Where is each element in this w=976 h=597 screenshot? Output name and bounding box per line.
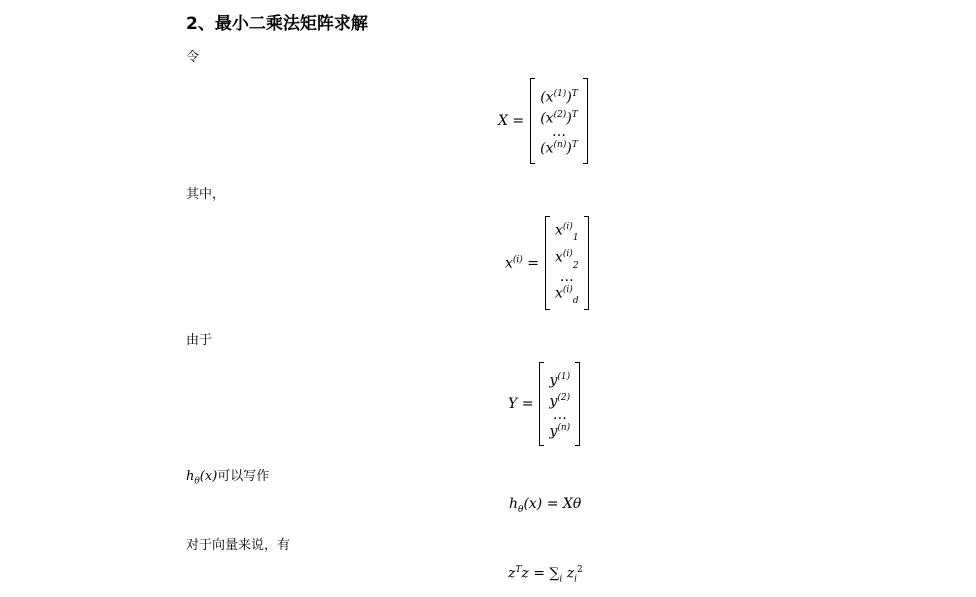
matrix-y-row-n: $y^{(n)}$ [549,422,571,440]
paragraph-where: 其中， [186,187,226,202]
paragraph-h-can-write: $h_\theta(x)$可以写作 [186,469,270,487]
equation-y-vector [508,362,580,446]
matrix-x-row-n: $(x^{(n)})^T$ [540,139,578,157]
equation-h-theta [509,496,581,515]
equation-xi-vector [505,216,589,310]
matrix-y-ellipsis: … [552,406,567,423]
matrix-y [539,362,580,446]
matrix-xi-row-d: $x^{(i)}_d$ [555,284,579,307]
equation-xi-lhs: $x^{(i)}$ = [505,254,539,272]
matrix-xi-row-1: $x^{(i)}_1$ [555,221,579,244]
matrix-y-row-1: $y^{(1)}$ [549,371,571,389]
matrix-xi [545,216,589,310]
section-heading: 2、最小二乘法矩阵求解 [186,14,368,34]
equation-ztz-content: $z^Tz = \sum_i$ $z_i^2$ [508,565,583,585]
paragraph-since: 由于 [186,333,213,348]
inline-h-theta-x: $h_\theta(x)$ [186,469,218,487]
matrix-x [530,78,588,164]
equation-ztz [508,565,583,584]
equation-h-content: $h_\theta(x) = X\theta$ [509,496,582,515]
matrix-x-ellipsis: … [552,123,566,140]
matrix-x-row-1: $(x^{(1)})^T$ [540,88,578,106]
matrix-x-row-2: $(x^{(2)})^T$ [540,110,578,127]
matrix-xi-row-2: $x^{(i)}_2$ [555,249,579,271]
equation-x-lhs: X = [498,113,525,129]
equation-y-lhs: Y = [508,396,534,412]
paragraph-for-vectors: 对于向量来说，有 [186,538,291,553]
matrix-y-row-2: $y^{(2)}$ [549,393,571,410]
paragraph-let: 令 [186,50,200,65]
document-page [186,0,786,597]
matrix-xi-ellipsis: … [559,268,574,285]
equation-x-matrix [498,78,588,164]
